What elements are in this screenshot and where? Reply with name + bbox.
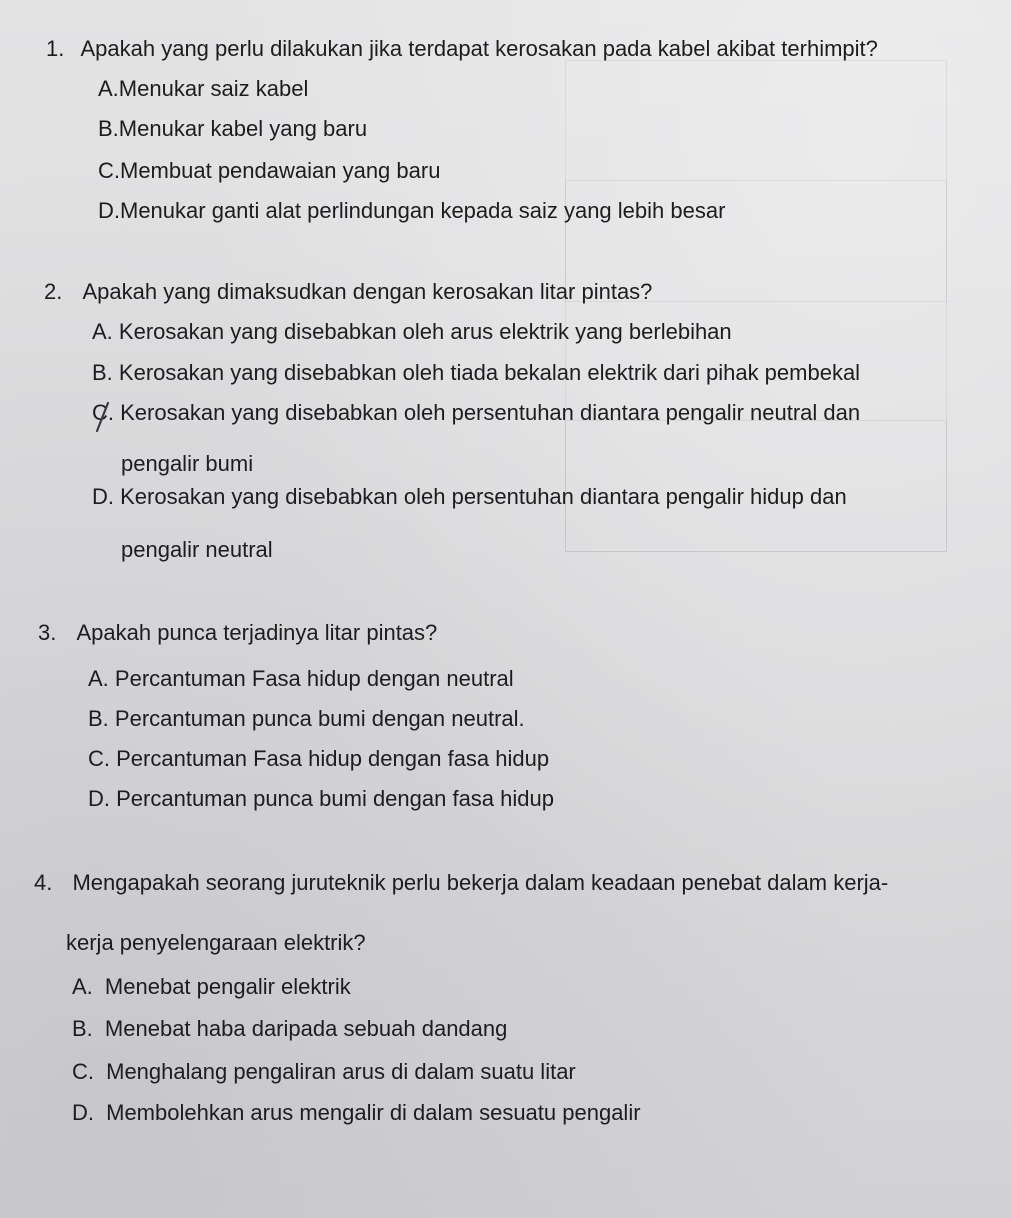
option-1a xyxy=(98,76,308,102)
option-letter: B. xyxy=(88,706,109,731)
option-4a xyxy=(72,974,351,1000)
question-4-continuation: kerja penyelengaraan elektrik? xyxy=(66,930,366,955)
option-text: Kerosakan yang disebabkan oleh arus elektrik yang berlebihan xyxy=(118,319,732,344)
option-3a xyxy=(88,666,514,692)
option-4d xyxy=(72,1100,641,1126)
option-text: Membuat pendawaian yang baru xyxy=(120,158,441,183)
option-4b xyxy=(72,1016,507,1042)
option-letter: C. xyxy=(92,400,114,425)
question-text: Mengapakah seorang juruteknik perlu bekerja dalam keadaan penebat dalam kerja- xyxy=(72,870,889,895)
option-1d xyxy=(98,198,725,224)
option-text: Menukar kabel yang baru xyxy=(118,116,368,141)
option-3c xyxy=(88,746,549,772)
option-letter: A. xyxy=(98,76,119,101)
question-number: 2. xyxy=(44,279,63,304)
option-letter: C. xyxy=(98,158,120,183)
option-letter: D. xyxy=(72,1100,94,1125)
option-letter: A. xyxy=(88,666,109,691)
option-text: Membolehkan arus mengalir di dalam sesuatu pengalir xyxy=(106,1100,641,1125)
option-3d xyxy=(88,786,554,812)
option-2d xyxy=(92,484,847,510)
question-number: 3. xyxy=(38,620,57,645)
option-letter: A. xyxy=(92,319,113,344)
option-2d-continuation: pengalir neutral xyxy=(121,537,273,562)
pen-mark-icon xyxy=(88,400,114,434)
option-text: Kerosakan yang disebabkan oleh tiada bekalan elektrik dari pihak pembekal xyxy=(118,360,861,385)
option-letter: D. xyxy=(92,484,114,509)
option-text: Percantuman Fasa hidup dengan fasa hidup xyxy=(116,746,550,771)
option-text: Kerosakan yang disebabkan oleh persentuhan diantara pengalir hidup dan xyxy=(120,484,847,509)
option-2c-continuation: pengalir bumi xyxy=(121,451,254,476)
option-letter: A. xyxy=(72,974,93,999)
question-2 xyxy=(44,279,652,305)
option-letter: C. xyxy=(72,1059,94,1084)
option-text: Menebat haba daripada sebuah dandang xyxy=(104,1016,508,1041)
option-1b xyxy=(98,116,367,142)
option-text: Kerosakan yang disebabkan oleh persentuhan diantara pengalir neutral dan xyxy=(120,400,861,425)
option-text: Menghalang pengaliran arus di dalam suatu litar xyxy=(106,1059,576,1084)
option-text: Menukar ganti alat perlindungan kepada saiz yang lebih besar xyxy=(120,198,726,223)
option-2a xyxy=(92,319,732,345)
option-letter: C. xyxy=(88,746,110,771)
option-4c xyxy=(72,1059,576,1085)
option-letter: D. xyxy=(88,786,110,811)
option-text: Menebat pengalir elektrik xyxy=(104,974,351,999)
option-text: Percantuman punca bumi dengan neutral. xyxy=(114,706,525,731)
question-number: 4. xyxy=(34,870,53,895)
question-text: Apakah punca terjadinya litar pintas? xyxy=(76,620,438,645)
option-text: Percantuman Fasa hidup dengan neutral xyxy=(114,666,514,691)
question-1 xyxy=(46,36,878,62)
option-1c xyxy=(98,158,440,184)
option-2b xyxy=(92,360,860,386)
option-letter: B. xyxy=(92,360,113,385)
question-number: 1. xyxy=(46,36,65,61)
option-text: Percantuman punca bumi dengan fasa hidup xyxy=(116,786,554,811)
option-letter: B. xyxy=(98,116,119,141)
question-4 xyxy=(34,870,888,896)
question-text: Apakah yang perlu dilakukan jika terdapat kerosakan pada kabel akibat terhimpit? xyxy=(80,36,878,61)
option-text: Menukar saiz kabel xyxy=(118,76,309,101)
question-3 xyxy=(38,620,437,646)
option-2c xyxy=(92,400,860,426)
question-text: Apakah yang dimaksudkan dengan kerosakan litar pintas? xyxy=(82,279,653,304)
option-letter: B. xyxy=(72,1016,93,1041)
option-letter: D. xyxy=(98,198,120,223)
option-3b xyxy=(88,706,525,732)
